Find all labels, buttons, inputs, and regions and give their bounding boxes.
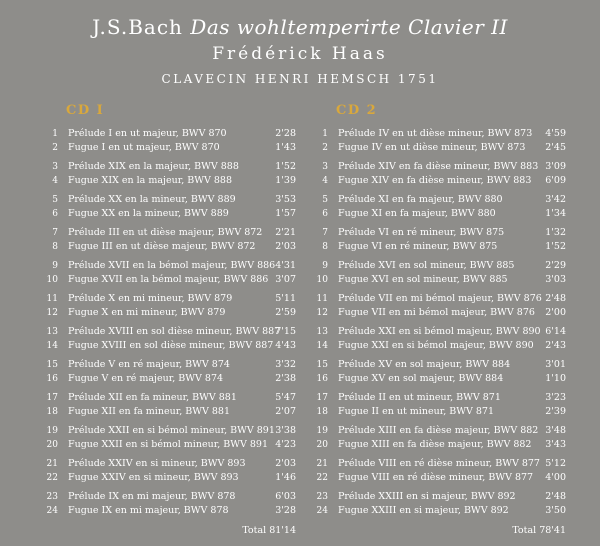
track-title: Prélude XIV en fa dièse mineur, BWV 883: [338, 161, 539, 172]
track-pair: [316, 325, 566, 353]
track-title: Prélude V en ré majeur, BWV 874: [68, 359, 230, 370]
track-duration: 4'23: [275, 439, 296, 450]
total-label: Total: [242, 525, 267, 536]
track-title: Fugue XIII en fa dièse majeur, BWV 882: [338, 439, 532, 450]
track-number: 24: [316, 506, 328, 516]
track-duration: 5'11: [275, 293, 296, 304]
track-row: [316, 259, 566, 273]
track-duration: 3'01: [545, 359, 566, 370]
track-number: 9: [52, 261, 58, 271]
track-row: [316, 127, 566, 141]
track-duration: 2'03: [275, 458, 296, 469]
track-number: 16: [46, 374, 58, 384]
track-title: Prélude VIII en ré dièse mineur, BWV 877: [338, 458, 540, 469]
track-list: [46, 127, 296, 518]
track-number: 3: [322, 162, 328, 172]
track-duration: 2'43: [545, 340, 566, 351]
track-number: 21: [316, 459, 328, 469]
track-duration: 2'21: [275, 227, 296, 238]
track-duration: 1'39: [275, 175, 296, 186]
track-pair: [316, 391, 566, 419]
track-row: [316, 306, 566, 320]
track-duration: 3'07: [275, 274, 296, 285]
track-title: Prélude XIX en la majeur, BWV 888: [68, 161, 239, 172]
track-title: Fugue VI en ré mineur, BWV 875: [338, 241, 498, 252]
track-pair: [46, 325, 296, 353]
track-row: [46, 292, 296, 306]
track-pair: [46, 259, 296, 287]
track-row: [316, 438, 566, 452]
track-pair: [46, 391, 296, 419]
track-number: 10: [46, 275, 58, 285]
track-title: Prélude XXII en si bémol mineur, BWV 891: [68, 425, 275, 436]
track-number: 8: [322, 242, 328, 252]
track-title: Prélude IX en mi majeur, BWV 878: [68, 491, 236, 502]
track-pair: [316, 490, 566, 518]
track-row: [46, 358, 296, 372]
track-title: Fugue VII en mi bémol majeur, BWV 876: [338, 307, 535, 318]
track-duration: 2'39: [545, 406, 566, 417]
track-title: Fugue XVIII en sol dièse mineur, BWV 887: [68, 340, 274, 351]
track-pair: [316, 259, 566, 287]
track-duration: 6'09: [545, 175, 566, 186]
track-pair: [316, 193, 566, 221]
track-pair: [46, 193, 296, 221]
track-pair: [316, 457, 566, 485]
track-duration: 2'48: [545, 293, 566, 304]
track-duration: 5'12: [545, 458, 566, 469]
track-number: 23: [46, 492, 58, 502]
total-label: Total: [512, 525, 537, 536]
track-number: 1: [322, 129, 328, 139]
track-number: 12: [46, 308, 58, 318]
track-title: Prélude XX en la mineur, BWV 889: [68, 194, 236, 205]
track-pair: [46, 292, 296, 320]
track-row: [46, 372, 296, 386]
track-row: [316, 391, 566, 405]
track-duration: 4'00: [545, 472, 566, 483]
track-number: 9: [322, 261, 328, 271]
track-title: Fugue XI en fa majeur, BWV 880: [338, 208, 496, 219]
track-pair: [316, 127, 566, 155]
track-number: 21: [46, 459, 58, 469]
track-duration: 1'10: [545, 373, 566, 384]
track-title: Prélude XXIV en si mineur, BWV 893: [68, 458, 246, 469]
track-duration: 2'03: [275, 241, 296, 252]
track-number: 17: [46, 393, 58, 403]
track-row: [46, 325, 296, 339]
track-title: Prélude X en mi mineur, BWV 879: [68, 293, 233, 304]
track-number: 17: [316, 393, 328, 403]
track-row: [316, 457, 566, 471]
track-number: 2: [322, 143, 328, 153]
track-pair: [46, 226, 296, 254]
track-duration: 1'32: [545, 227, 566, 238]
track-pair: [46, 490, 296, 518]
total-duration: [316, 524, 566, 538]
track-number: 20: [46, 440, 58, 450]
track-title: Fugue XVI en sol mineur, BWV 885: [338, 274, 508, 285]
track-row: [316, 490, 566, 504]
track-row: [316, 193, 566, 207]
track-duration: 2'38: [275, 373, 296, 384]
track-title: Prélude XXI en si bémol majeur, BWV 890: [338, 326, 541, 337]
track-title: Fugue X en mi mineur, BWV 879: [68, 307, 226, 318]
track-row: [316, 273, 566, 287]
track-number: 12: [316, 308, 328, 318]
track-pair: [316, 160, 566, 188]
track-title: Prélude XVII en la bémol majeur, BWV 886: [68, 260, 276, 271]
track-number: 14: [316, 341, 328, 351]
track-row: [316, 174, 566, 188]
track-number: 15: [46, 360, 58, 370]
track-number: 15: [316, 360, 328, 370]
work-title: Das wohltemperirte Clavier II: [190, 15, 508, 39]
track-duration: 5'47: [275, 392, 296, 403]
track-row: [316, 358, 566, 372]
track-number: 13: [316, 327, 328, 337]
track-pair: [316, 292, 566, 320]
track-number: 22: [46, 473, 58, 483]
track-title: Fugue XXIV en si mineur, BWV 893: [68, 472, 239, 483]
track-row: [46, 226, 296, 240]
track-duration: 1'43: [275, 142, 296, 153]
composer: J.S.Bach: [92, 15, 183, 39]
track-list: [316, 127, 566, 518]
track-pair: [316, 358, 566, 386]
track-title: Prélude II en ut mineur, BWV 871: [338, 392, 501, 403]
track-row: [316, 207, 566, 221]
track-duration: 6'14: [545, 326, 566, 337]
track-duration: 6'03: [275, 491, 296, 502]
track-duration: 2'45: [545, 142, 566, 153]
total-value: 78'41: [539, 525, 566, 536]
track-row: [316, 226, 566, 240]
track-title: Fugue XX en la mineur, BWV 889: [68, 208, 229, 219]
track-title: Fugue IX en mi majeur, BWV 878: [68, 505, 229, 516]
total-value: 81'14: [269, 525, 296, 536]
track-number: 11: [46, 294, 58, 304]
track-row: [46, 193, 296, 207]
track-title: Prélude III en ut dièse majeur, BWV 872: [68, 227, 263, 238]
track-number: 2: [52, 143, 58, 153]
track-duration: 3'53: [275, 194, 296, 205]
track-duration: 3'48: [545, 425, 566, 436]
track-duration: 1'34: [545, 208, 566, 219]
track-duration: 2'59: [275, 307, 296, 318]
track-duration: 3'38: [275, 425, 296, 436]
track-title: Prélude XIII en fa dièse majeur, BWV 882: [338, 425, 539, 436]
track-number: 19: [316, 426, 328, 436]
track-row: [46, 160, 296, 174]
track-duration: 1'46: [275, 472, 296, 483]
track-title: Fugue XII en fa mineur, BWV 881: [68, 406, 231, 417]
track-title: Prélude I en ut majeur, BWV 870: [68, 128, 227, 139]
track-row: [46, 424, 296, 438]
track-row: [316, 325, 566, 339]
track-number: 18: [316, 407, 328, 417]
track-title: Prélude XXIII en si majeur, BWV 892: [338, 491, 516, 502]
track-number: 10: [316, 275, 328, 285]
track-title: Prélude XVIII en sol dièse mineur, BWV 887: [68, 326, 281, 337]
track-row: [316, 339, 566, 353]
track-duration: 1'52: [275, 161, 296, 172]
track-duration: 2'28: [275, 128, 296, 139]
track-title: Fugue V en ré majeur, BWV 874: [68, 373, 224, 384]
track-pair: [46, 358, 296, 386]
track-title: Fugue XIV en fa dièse mineur, BWV 883: [338, 175, 532, 186]
track-title: Prélude VI en ré mineur, BWV 875: [338, 227, 505, 238]
track-number: 6: [52, 209, 58, 219]
track-number: 5: [322, 195, 328, 205]
cd-title: CD I: [66, 103, 105, 118]
track-number: 7: [52, 228, 58, 238]
track-row: [316, 372, 566, 386]
track-duration: 2'07: [275, 406, 296, 417]
track-pair: [316, 226, 566, 254]
track-title: Fugue III en ut dièse majeur, BWV 872: [68, 241, 256, 252]
track-row: [316, 424, 566, 438]
track-row: [46, 306, 296, 320]
track-duration: 3'50: [545, 505, 566, 516]
cd-1-column: [46, 103, 296, 538]
track-row: [46, 471, 296, 485]
track-duration: 2'29: [545, 260, 566, 271]
track-pair: [46, 457, 296, 485]
track-title: Fugue I en ut majeur, BWV 870: [68, 142, 220, 153]
track-duration: 1'52: [545, 241, 566, 252]
track-row: [46, 339, 296, 353]
track-row: [46, 240, 296, 254]
total-duration: [46, 524, 296, 538]
track-duration: 4'59: [545, 128, 566, 139]
cd-2-column: [316, 103, 566, 538]
track-title: Fugue VIII en ré dièse mineur, BWV 877: [338, 472, 534, 483]
track-number: 22: [316, 473, 328, 483]
track-title: Fugue XXI en si bémol majeur, BWV 890: [338, 340, 534, 351]
track-title: Prélude VII en mi bémol majeur, BWV 876: [338, 293, 542, 304]
track-row: [46, 405, 296, 419]
track-number: 4: [52, 176, 58, 186]
track-duration: 3'23: [545, 392, 566, 403]
track-number: 7: [322, 228, 328, 238]
track-row: [46, 259, 296, 273]
track-pair: [46, 127, 296, 155]
track-duration: 3'28: [275, 505, 296, 516]
track-number: 4: [322, 176, 328, 186]
track-number: 16: [316, 374, 328, 384]
track-row: [46, 504, 296, 518]
track-row: [46, 207, 296, 221]
track-row: [316, 471, 566, 485]
track-title: Prélude XII en fa mineur, BWV 881: [68, 392, 237, 403]
header: [0, 14, 600, 88]
track-pair: [46, 424, 296, 452]
track-duration: 7'15: [275, 326, 296, 337]
track-title: Fugue IV en ut dièse mineur, BWV 873: [338, 142, 526, 153]
track-title: Prélude XVI en sol mineur, BWV 885: [338, 260, 515, 271]
track-row: [316, 240, 566, 254]
track-row: [46, 141, 296, 155]
cd-title: CD 2: [336, 103, 378, 118]
track-title: Prélude XI en fa majeur, BWV 880: [338, 194, 503, 205]
track-title: Prélude IV en ut dièse mineur, BWV 873: [338, 128, 533, 139]
track-title: Fugue XXIII en si majeur, BWV 892: [338, 505, 509, 516]
track-duration: 2'48: [545, 491, 566, 502]
track-row: [46, 273, 296, 287]
track-row: [46, 457, 296, 471]
track-row: [46, 174, 296, 188]
track-number: 23: [316, 492, 328, 502]
track-duration: 3'42: [545, 194, 566, 205]
track-duration: 2'00: [545, 307, 566, 318]
track-number: 5: [52, 195, 58, 205]
track-row: [316, 141, 566, 155]
track-number: 18: [46, 407, 58, 417]
track-pair: [46, 160, 296, 188]
track-row: [46, 438, 296, 452]
track-row: [316, 504, 566, 518]
track-number: 6: [322, 209, 328, 219]
track-number: 13: [46, 327, 58, 337]
track-number: 19: [46, 426, 58, 436]
track-title: Fugue II en ut mineur, BWV 871: [338, 406, 494, 417]
track-row: [46, 127, 296, 141]
track-pair: [316, 424, 566, 452]
track-duration: 4'43: [275, 340, 296, 351]
track-number: 8: [52, 242, 58, 252]
track-duration: 1'57: [275, 208, 296, 219]
track-number: 20: [316, 440, 328, 450]
track-number: 14: [46, 341, 58, 351]
track-duration: 3'03: [545, 274, 566, 285]
track-row: [316, 405, 566, 419]
track-title: Fugue XVII en la bémol majeur, BWV 886: [68, 274, 269, 285]
track-row: [316, 160, 566, 174]
track-duration: 3'32: [275, 359, 296, 370]
track-title: Fugue XIX en la majeur, BWV 888: [68, 175, 232, 186]
instrument: CLAVECIN HENRI HEMSCH 1751: [161, 72, 439, 86]
track-number: 1: [52, 129, 58, 139]
track-title: Fugue XXII en si bémol mineur, BWV 891: [68, 439, 268, 450]
track-title: Fugue XV en sol majeur, BWV 884: [338, 373, 504, 384]
performer: Frédérick Haas: [212, 44, 388, 64]
track-row: [316, 292, 566, 306]
track-duration: 3'43: [545, 439, 566, 450]
track-number: 3: [52, 162, 58, 172]
track-row: [46, 490, 296, 504]
track-row: [46, 391, 296, 405]
track-duration: 4'31: [275, 260, 296, 271]
track-duration: 3'09: [545, 161, 566, 172]
title-line: [0, 14, 600, 40]
track-number: 11: [316, 294, 328, 304]
track-title: Prélude XV en sol majeur, BWV 884: [338, 359, 511, 370]
track-number: 24: [46, 506, 58, 516]
